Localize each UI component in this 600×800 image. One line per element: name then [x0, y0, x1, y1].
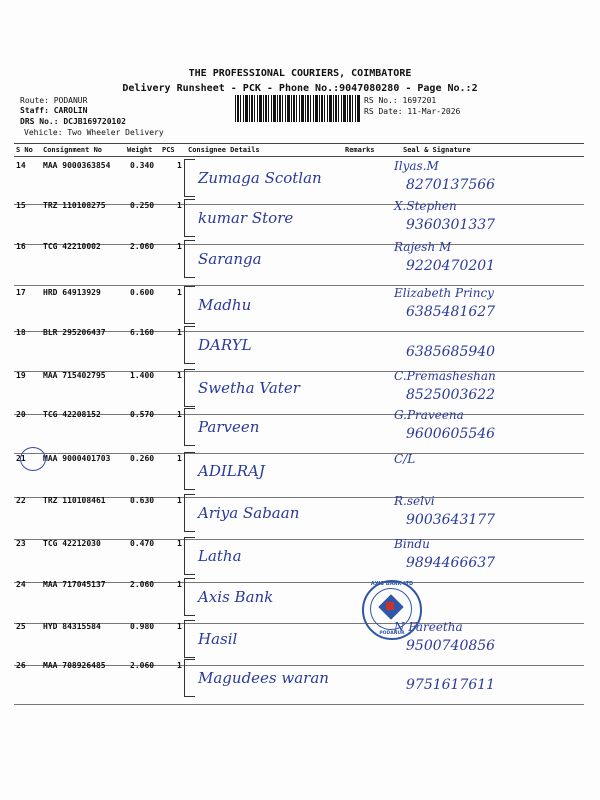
cell-pcs: 1	[177, 201, 182, 210]
signature-name: Ilyas.M	[394, 159, 439, 173]
cell-pcs: 1	[177, 580, 182, 589]
signature-phone: 8270137566	[406, 177, 496, 193]
cell-consignment: MAA 715402795	[43, 371, 106, 380]
table-row	[14, 450, 584, 498]
cell-sno: 20	[16, 410, 26, 419]
signature-phone: 9894466637	[406, 555, 496, 571]
consignee-bracket	[184, 326, 187, 364]
cell-sno: 16	[16, 242, 26, 251]
drs-number: DRS No.: DCJB169720102	[20, 117, 126, 126]
signature-name: Bindu	[394, 537, 430, 551]
cell-consignment: HYD 84315584	[43, 622, 101, 631]
consignee-bracket	[184, 620, 187, 658]
cell-weight: 0.980	[130, 622, 155, 631]
cell-consignment: BLR 295206437	[43, 328, 106, 337]
cell-pcs: 1	[177, 242, 182, 251]
cell-pcs: 1	[177, 661, 182, 670]
cell-weight: 0.250	[130, 201, 155, 210]
cell-consignment: MAA 9000363854	[43, 161, 111, 170]
cell-consignment: TCG 42210002	[43, 242, 101, 251]
signature-name: G.Praveena	[394, 408, 464, 422]
signature-phone: 8525003622	[406, 387, 496, 403]
consignee-handwritten-name: Latha	[198, 547, 242, 565]
signature-name: C/L	[394, 452, 416, 466]
signature-phone: 9003643177	[406, 512, 496, 528]
consignee-bracket	[184, 286, 187, 324]
cell-consignment: MAA 717045137	[43, 580, 106, 589]
consignee-bracket	[184, 199, 187, 237]
consignee-handwritten-name: Zumaga Scotlan	[198, 169, 322, 187]
cell-weight: 0.630	[130, 496, 155, 505]
table-row	[14, 324, 584, 372]
cell-pcs: 1	[177, 288, 182, 297]
seal-red-mark	[386, 602, 394, 610]
consignee-bracket	[184, 494, 187, 532]
consignee-bracket	[184, 659, 187, 697]
consignee-handwritten-name: Magudees waran	[198, 669, 329, 687]
table-row	[14, 492, 584, 540]
cell-consignment: MAA 708926485	[43, 661, 106, 670]
cell-consignment: HRD 64913929	[43, 288, 101, 297]
table-row	[14, 406, 584, 454]
cell-sno: 24	[16, 580, 26, 589]
col-consignee: Consignee Details	[188, 146, 260, 154]
cell-weight: 2.060	[130, 580, 155, 589]
cell-sno: 21	[16, 454, 26, 463]
col-seal-signature: Seal & Signature	[403, 146, 471, 154]
seal-bank-text: AXIS BANK LTD	[370, 581, 414, 587]
cell-consignment: TRZ 110108461	[43, 496, 106, 505]
cell-consignment: TCG 42212030	[43, 539, 101, 548]
axis-bank-seal-stamp	[362, 580, 422, 640]
consignee-bracket	[184, 369, 187, 407]
consignee-bracket	[184, 537, 187, 575]
cell-sno: 14	[16, 161, 26, 170]
staff-label: Staff: CAROLIN	[20, 106, 88, 115]
signature-name: Rajesh M	[394, 240, 452, 254]
company-title: THE PROFESSIONAL COURIERS, COIMBATORE	[188, 68, 412, 79]
cell-sno: 25	[16, 622, 26, 631]
consignee-bracket	[184, 578, 187, 616]
signature-name: N Fareetha	[394, 620, 463, 634]
consignee-handwritten-name: kumar Store	[198, 209, 294, 227]
signature-phone: 9751617611	[406, 677, 496, 693]
consignee-handwritten-name: Hasil	[198, 630, 238, 648]
signature-phone: 9220470201	[406, 258, 496, 274]
cell-sno: 26	[16, 661, 26, 670]
cell-weight: 0.570	[130, 410, 155, 419]
cell-pcs: 1	[177, 622, 182, 631]
signature-name: X.Stephen	[394, 199, 457, 213]
cell-weight: 2.060	[130, 661, 155, 670]
signature-phone: 9500740856	[406, 638, 496, 654]
col-remarks: Remarks	[345, 146, 375, 154]
table-row	[14, 657, 584, 705]
cell-pcs: 1	[177, 161, 182, 170]
runsheet-subtitle: Delivery Runsheet - PCK - Phone No.:9047080280 - Page No.:2	[122, 83, 478, 94]
consignee-handwritten-name: Parveen	[198, 418, 260, 436]
route-label: Route: PODANUR	[20, 96, 88, 105]
consignee-bracket	[184, 452, 187, 490]
barcode	[235, 95, 360, 122]
consignee-bracket	[184, 159, 187, 197]
table-header	[14, 143, 584, 157]
consignee-bracket	[184, 408, 187, 446]
consignee-handwritten-name: Axis Bank	[198, 588, 274, 606]
cell-weight: 0.260	[130, 454, 155, 463]
cell-sno: 17	[16, 288, 26, 297]
seal-branch-text: PODANUR	[379, 631, 405, 636]
signature-phone: 6385481627	[406, 304, 496, 320]
cell-weight: 0.340	[130, 161, 155, 170]
cell-weight: 2.060	[130, 242, 155, 251]
signature-phone: 6385685940	[406, 344, 496, 360]
vehicle-label: Vehicle: Two Wheeler Delivery	[24, 128, 164, 137]
consignee-handwritten-name: Madhu	[198, 296, 252, 314]
consignee-bracket	[184, 240, 187, 278]
cell-pcs: 1	[177, 496, 182, 505]
rs-date: RS Date: 11-Mar-2026	[364, 107, 461, 116]
table-row	[14, 576, 584, 624]
col-sno: S No	[16, 146, 33, 154]
circled-serial-mark	[20, 447, 46, 471]
cell-weight: 1.400	[130, 371, 155, 380]
consignee-handwritten-name: ADILRAJ	[198, 462, 265, 480]
cell-sno: 22	[16, 496, 26, 505]
signature-name: C.Premasheshan	[394, 369, 496, 383]
cell-pcs: 1	[177, 371, 182, 380]
signature-name: R.selvi	[394, 494, 435, 508]
rs-number: RS No.: 1697201	[364, 96, 437, 105]
cell-pcs: 1	[177, 328, 182, 337]
row-divider	[14, 704, 584, 705]
col-weight: Weight	[127, 146, 153, 154]
signature-phone: 9360301337	[406, 217, 496, 233]
cell-sno: 19	[16, 371, 26, 380]
cell-weight: 0.600	[130, 288, 155, 297]
cell-pcs: 1	[177, 410, 182, 419]
cell-sno: 18	[16, 328, 26, 337]
signature-name: Elizabeth Princy	[394, 286, 494, 300]
consignee-handwritten-name: Swetha Vater	[198, 379, 300, 397]
cell-consignment: TCG 42208152	[43, 410, 101, 419]
col-consignment: Consignment No	[43, 146, 103, 154]
consignee-handwritten-name: Saranga	[198, 250, 262, 268]
cell-weight: 6.160	[130, 328, 155, 337]
cell-sno: 15	[16, 201, 26, 210]
cell-pcs: 1	[177, 454, 182, 463]
consignee-handwritten-name: Ariya Sabaan	[198, 504, 300, 522]
cell-weight: 0.470	[130, 539, 155, 548]
cell-sno: 23	[16, 539, 26, 548]
cell-consignment: MAA 9000401703	[43, 454, 111, 463]
col-pcs: PCS	[162, 146, 175, 154]
cell-pcs: 1	[177, 539, 182, 548]
consignee-handwritten-name: DARYL	[198, 336, 252, 354]
table-row	[14, 238, 584, 286]
cell-consignment: TRZ 110108275	[43, 201, 106, 210]
signature-phone: 9600605546	[406, 426, 496, 442]
